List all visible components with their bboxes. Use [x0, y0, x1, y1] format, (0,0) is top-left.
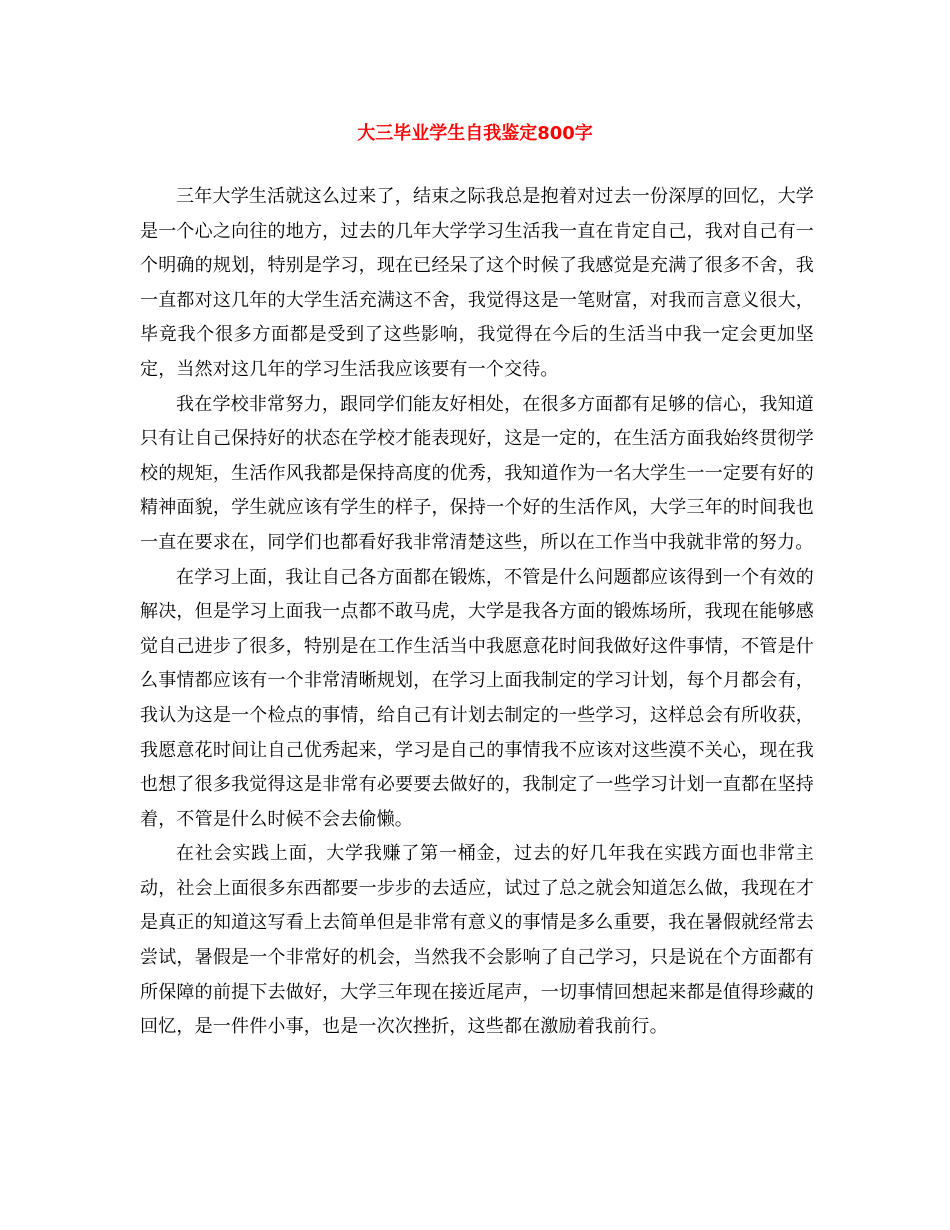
- document-body: [140, 180, 814, 1045]
- paragraph-1: 三年大学生活就这么过来了，结束之际我总是抱着对过去一份深厚的回忆，大学是一个心之向往的地方，过去的几年大学学习生活我一直在肯定自己，我对自己有一个明确的规划，特别是学习，现在已经呆了这个时候了我感觉是充满了很多不舍，我一直都对这几年的大学生活充满这不舍，我觉得这是一笔财富，对我而言意义很大，毕竟我个很多方面都是受到了这些影响，我觉得在今后的生活当中我一定会更加坚定，当然对这几年的学习生活我应该要有一个交待。: [140, 186, 814, 380]
- paragraph-3: 在学习上面，我让自己各方面都在锻炼，不管是什么问题都应该得到一个有效的解决，但是学习上面我一点都不敢马虎，大学是我各方面的锻炼场所，我现在能够感觉自己进步了很多，特别是在工作生活当中我愿意花时间我做好这件事情，不管是什么事情都应该有一个非常清晰规划，在学习上面我制定的学习计划，每个月都会有，我认为这是一个检点的事情，给自己有计划去制定的一些学习，这样总会有所收获，我愿意花时间让自己优秀起来，学习是自己的事情我不应该对这些漠不关心，现在我也想了很多我觉得这是非常有必要要去做好的，我制定了一些学习计划一直都在坚持着，不管是什么时候不会去偷懒。: [140, 566, 814, 830]
- paragraph-2: 我在学校非常努力，跟同学们能友好相处，在很多方面都有足够的信心，我知道只有让自己保持好的状态在学校才能表现好，这是一定的，在生活方面我始终贯彻学校的规矩，生活作风我都是保持高度的优秀，我知道作为一名大学生一一定要有好的精神面貌，学生就应该有学生的样子，保持一个好的生活作风，大学三年的时间我也一直在要求在，同学们也都看好我非常清楚这些，所以在工作当中我就非常的努力。: [140, 393, 814, 553]
- paragraph-4: 在社会实践上面，大学我赚了第一桶金，过去的好几年我在实践方面也非常主动，社会上面很多东西都要一步步的去适应，试过了总之就会知道怎么做，我现在才是真正的知道这写看上去简单但是非常有意义的事情是多么重要，我在暑假就经常去尝试，暑假是一个非常好的机会，当然我不会影响了自己学习，只是说在个方面都有所保障的前提下去做好，大学三年现在接近尾声，一切事情回想起来都是值得珍藏的回忆，是一件件小事，也是一次次挫折，这些都在激励着我前行。: [140, 843, 814, 1038]
- document-title: 大三毕业学生自我鉴定800字: [357, 123, 593, 144]
